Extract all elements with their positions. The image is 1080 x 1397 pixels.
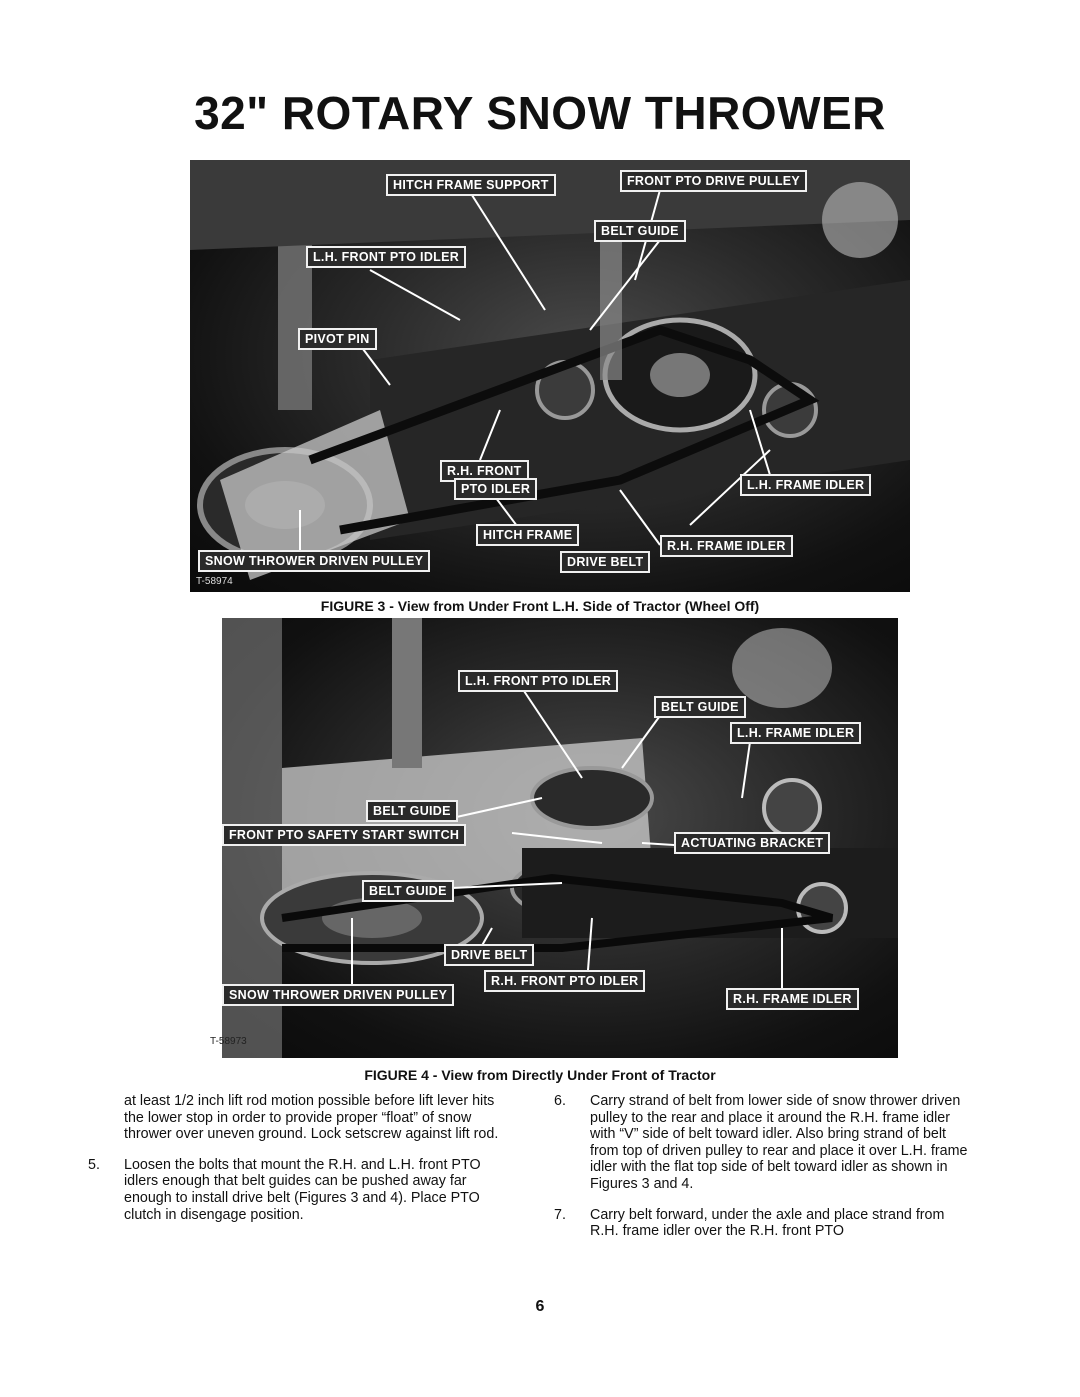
callout-rh-frame-idler: R.H. FRAME IDLER <box>726 988 859 1010</box>
figure-4-photo <box>210 618 898 1058</box>
callout-lh-front-pto-idler: L.H. FRONT PTO IDLER <box>306 246 466 268</box>
callout-hitch-frame-support: HITCH FRAME SUPPORT <box>386 174 556 196</box>
callout-drive-belt: DRIVE BELT <box>444 944 534 966</box>
callout-front-pto-drive-pulley: FRONT PTO DRIVE PULLEY <box>620 170 807 192</box>
callout-lh-front-pto-idler: L.H. FRONT PTO IDLER <box>458 670 618 692</box>
callout-front-pto-safety-start-switch: FRONT PTO SAFETY START SWITCH <box>222 824 466 846</box>
callout-belt-guide-top: BELT GUIDE <box>654 696 746 718</box>
photo-id: T-58974 <box>196 576 233 587</box>
callout-pivot-pin: PIVOT PIN <box>298 328 377 350</box>
step-5-number: 5. <box>88 1156 100 1173</box>
callout-belt-guide-low: BELT GUIDE <box>362 880 454 902</box>
step-7-number: 7. <box>554 1206 566 1223</box>
callout-rh-frame-idler: R.H. FRAME IDLER <box>660 535 793 557</box>
callout-belt-guide-mid: BELT GUIDE <box>366 800 458 822</box>
step-7-text: Carry belt forward, under the axle and place strand from R.H. frame idler over the R.H. front PTO <box>590 1206 945 1240</box>
photo-id: T-58973 <box>210 1036 247 1047</box>
callout-belt-guide: BELT GUIDE <box>594 220 686 242</box>
callout-lh-frame-idler: L.H. FRAME IDLER <box>730 722 861 744</box>
callout-hitch-frame: HITCH FRAME <box>476 524 579 546</box>
intro-paragraph <box>88 1093 518 1143</box>
step-7 <box>554 1207 974 1240</box>
callout-actuating-bracket: ACTUATING BRACKET <box>674 832 830 854</box>
figure-3-caption: FIGURE 3 - View from Under Front L.H. Side of Tractor (Wheel Off) <box>320 598 760 614</box>
page-number: 6 <box>535 1298 545 1315</box>
callout-rh-front: R.H. FRONT <box>440 460 529 482</box>
step-5 <box>88 1157 518 1223</box>
callout-snow-thrower-driven-pulley: SNOW THROWER DRIVEN PULLEY <box>222 984 454 1006</box>
step-6 <box>554 1093 974 1193</box>
callout-pto-idler: PTO IDLER <box>454 478 537 500</box>
right-column <box>554 1093 974 1254</box>
step-5-text: Loosen the bolts that mount the R.H. and L.H. front PTO idlers enough that belt guides can be pushed away far enough to install drive belt (Figures 3 and 4). Place PTO clutch in disengage position. <box>124 1156 481 1223</box>
callout-drive-belt: DRIVE BELT <box>560 551 650 573</box>
callout-snow-thrower-driven-pulley: SNOW THROWER DRIVEN PULLEY <box>198 550 430 572</box>
step-6-number: 6. <box>554 1093 566 1109</box>
callout-lh-frame-idler: L.H. FRAME IDLER <box>740 474 871 496</box>
figure-4-caption: FIGURE 4 - View from Directly Under Front of Tractor <box>364 1067 716 1083</box>
page-title: 32" ROTARY SNOW THROWER <box>194 87 886 139</box>
intro-text: at least 1/2 inch lift rod motion possible before lift lever hits the lower stop in order to provide proper “float” of snow thrower over uneven ground. Lock setscrew against lift rod. <box>124 1093 499 1143</box>
step-6-text: Carry strand of belt from lower side of snow thrower driven pulley to the rear and place it around the R.H. frame idler with “V” side of belt toward idler. Also bring strand of belt from top of driven pulley to rear and place it over L.H. frame idler with the flat top side of belt toward idler as shown in Figures 3 and 4. <box>590 1093 968 1192</box>
figure-3-photo <box>190 160 910 592</box>
callout-rh-front-pto-idler: R.H. FRONT PTO IDLER <box>484 970 645 992</box>
left-column <box>88 1093 518 1237</box>
